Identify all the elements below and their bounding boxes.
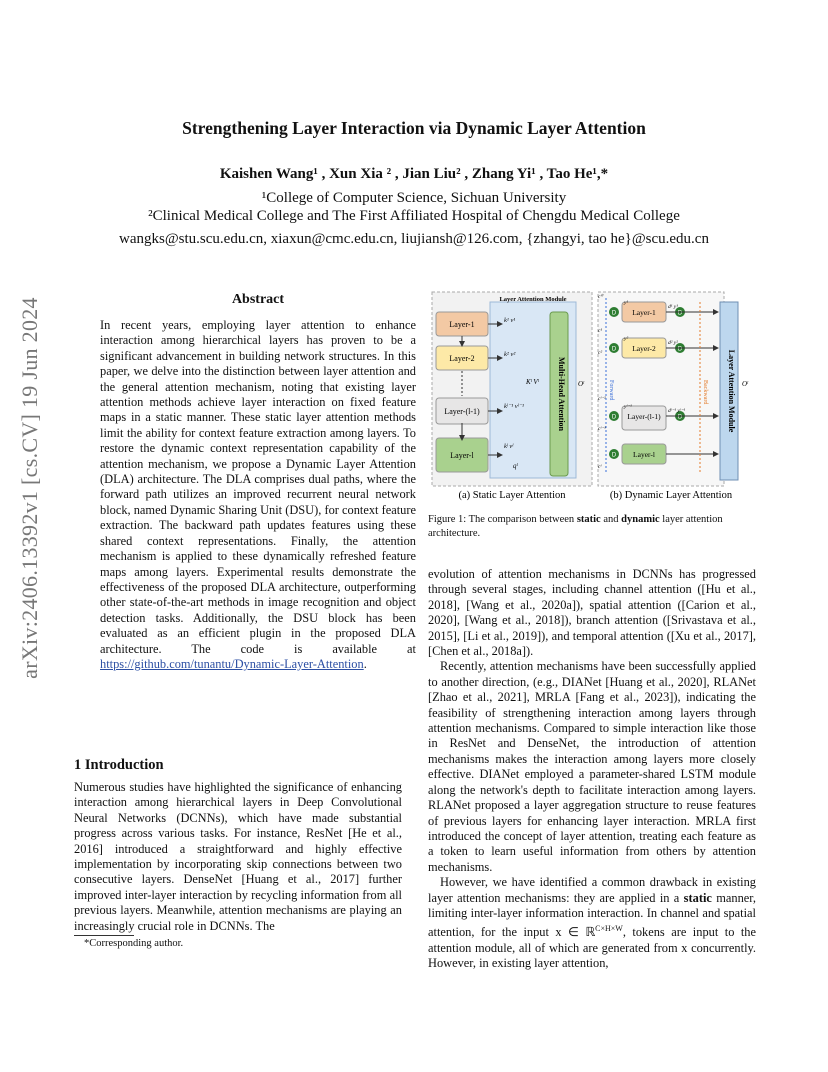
arxiv-id: arXiv:2406.13392v1 [cs.CV] 19 Jun 2024	[17, 297, 42, 679]
figure-b-dval: dˡ⁻¹ yˡ⁻¹	[668, 408, 686, 414]
figure-a-layer-label: Layer-l	[450, 451, 474, 460]
figure-b-dsu-label: D	[611, 346, 617, 353]
svg-text:Backward: Backward	[702, 380, 708, 405]
figure-b-dsu-label: D	[611, 310, 617, 317]
p3-bold: static	[683, 890, 712, 905]
footnote: *Corresponding author.	[84, 938, 184, 949]
figure-a-key: k¹ v¹	[504, 317, 516, 324]
arxiv-stamp	[10, 297, 50, 679]
figure-b-cval: c⁰	[598, 294, 603, 300]
right-paragraph-3	[428, 875, 756, 972]
figure-a-layer-label: Layer-2	[449, 354, 475, 363]
svg-text:Kˡ Vˡ: Kˡ Vˡ	[526, 378, 539, 386]
svg-text:Multi-Head Attention: Multi-Head Attention	[557, 357, 566, 431]
figure-b-dval: d² y²	[668, 340, 678, 346]
paper-authors: Kaishen Wang¹ , Xun Xia ² , Jian Liu² , Zhang Yi¹ , Tao He¹,*	[219, 166, 609, 182]
caption-dynamic: dynamic	[621, 514, 660, 525]
figure-b-dval: d¹ y¹	[668, 304, 678, 310]
figure-b-layer-label: Layer-2	[632, 344, 656, 353]
footnote-rule	[74, 935, 134, 936]
svg-text:Layer Attention Module: Layer Attention Module	[499, 296, 567, 303]
p3-sup: C×H×W	[595, 924, 623, 934]
figure-b-layer-label: Layer-1	[632, 308, 656, 317]
intro-heading: 1 Introduction	[74, 757, 164, 773]
abstract-heading: Abstract	[231, 292, 285, 307]
figure-a-key: kˡ⁻¹ vˡ⁻¹	[504, 403, 524, 410]
p3-a: However, we have identified a common drawback in existing layer attention mechanisms: they are applied in a	[428, 875, 756, 905]
figure-b-yval: y²	[624, 336, 629, 342]
figure-b-dsu-label: D	[677, 346, 683, 353]
figure-b-dsu-label: D	[611, 452, 617, 459]
svg-text:qˡ: qˡ	[513, 462, 518, 470]
figure-b-yval: y¹	[624, 300, 629, 306]
right-column	[428, 567, 756, 972]
svg-text:Oˡ: Oˡ	[742, 380, 749, 388]
figure-a-static	[432, 292, 592, 501]
figure-b-layer-label: Layer-l	[633, 450, 655, 459]
right-paragraph-2: Recently, attention mechanisms have been successfully applied to another direction, (e.g., DIANet [Huang et al., 2020], RLANet [Zhao et al., 2021], MRLA [Fang et al., 2023]), indicating the feasibility of strengthening interaction among layers through attention mechanisms. Compared to simple interaction like those in ResNet and DenseNet, the introduction of attention mechanisms makes the interaction among layers more closely effective. DIANet employed a parameter-shared LSTM module along the network's depth to facilitate interaction among layers. RLANet proposed a layer aggregation structure to reuse features of previous layers for enhancing layer interaction. MRLA first introduced the concept of layer attention, treating each feature as a token to learn useful information from others by attention mechanisms.	[428, 659, 756, 874]
figure-a-layer-label: Layer-(l-1)	[444, 407, 480, 416]
figure-b-cval: cˡ	[598, 464, 602, 470]
figure-b-dynamic	[598, 292, 749, 501]
right-paragraph-1: evolution of attention mechanisms in DCNNs has progressed through several stages, including channel attention ([Hu et al., 2018], [Wang et al., 2020a]), spatial attention ([Carion et al., 2020], [Wang et al., 2018]), branch attention ([Srivastava et al., 2015], [Li et al., 2019]), and temporal attention ([Xu et al., 2017], [Chen et al., 2018a]).	[428, 567, 756, 659]
abstract-end: .	[363, 656, 367, 671]
figure-b-dsu-label: D	[611, 414, 617, 421]
svg-text:Oˡ: Oˡ	[578, 380, 585, 388]
caption-suffix: layer attention architecture.	[428, 514, 723, 539]
figure-b-layer-label: Layer-(l-1)	[627, 412, 661, 421]
affiliation-2: ²Clinical Medical College and The First Affiliated Hospital of Chengdu Medical College	[148, 208, 680, 224]
figure-1	[428, 288, 758, 506]
p3-b: manner, limiting inter-layer information interaction. In channel and spatial attention, for the input x ∈ ℝ	[428, 890, 756, 940]
svg-text:Layer Attention Module: Layer Attention Module	[727, 349, 736, 433]
intro-text: Numerous studies have highlighted the significance of enhancing interaction among hierarchical layers in Deep Convolutional Neural Networks (DCNNs), which have made substantial progress across various tasks. For instance, ResNet [He et al., 2016] introduced a straightforward and highly effective implementation by incorporating skip connections between two consecutive layers. DenseNet [Huang et al., 2017] further improved inter-layer interaction by recycling information from all previous layers. Meanwhile, attention mechanisms are playing an increasingly crucial role in DCNNs. The	[74, 780, 402, 933]
code-link[interactable]: https://github.com/tunantu/Dynamic-Layer-Attention	[100, 656, 364, 671]
figure-b-dsu-label: D	[677, 414, 683, 421]
caption-static: static	[576, 514, 601, 525]
figure-b-cval: c²	[598, 350, 603, 356]
abstract-body	[100, 318, 416, 672]
svg-text:(a) Static Layer Attention: (a) Static Layer Attention	[458, 490, 566, 501]
caption-prefix: Figure 1: The comparison between	[428, 514, 577, 525]
figure-b-yval: yˡ⁻¹	[624, 404, 632, 410]
figure-b-cval: cˡ⁻¹	[598, 426, 606, 432]
figure-a-key: k² v²	[504, 351, 516, 358]
figure-caption	[428, 513, 758, 541]
caption-mid: and	[600, 514, 622, 525]
svg-text:Forward: Forward	[608, 380, 614, 401]
paper-title: Strengthening Layer Interaction via Dynamic Layer Attention	[182, 118, 646, 138]
author-emails: wangks@stu.scu.edu.cn, xiaxun@cmc.edu.cn, liujiansh@126.com, {zhangyi, tao he}@scu.edu.cn	[119, 231, 709, 247]
figure-b-cval: c¹	[598, 328, 603, 334]
svg-text:(b) Dynamic Layer Attention: (b) Dynamic Layer Attention	[609, 490, 733, 501]
intro-body	[74, 780, 402, 934]
p3-c: , tokens are input to the attention module, all of which are generated from x concurrently. However, in existing layer attention,	[428, 925, 756, 971]
figure-a-key: kˡ vˡ	[504, 443, 514, 450]
figure-b-cval: cˡ⁻²	[598, 396, 606, 402]
affiliation-1: ¹College of Computer Science, Sichuan University	[261, 190, 567, 206]
figure-b-dsu-label: D	[677, 310, 683, 317]
abstract-text: In recent years, employing layer attention to enhance interaction among hierarchical layers has proven to be a significant advancement in building network structures. In this paper, we delve into the distinction between layer attention and the general attention mechanism, noting that existing layer attention methods achieve layer interaction on fixed feature maps in a static manner. These static layer attention methods limit the ability for context feature extraction among layers. To restore the dynamic context representation capability of the attention mechanism, we propose a Dynamic Layer Attention (DLA) architecture. The DLA comprises dual paths, where the forward path utilizes an improved recurrent neural network block, named Dynamic Sharing Unit (DSU), for context feature extraction. The backward path updates features using these shared context representations. Finally, the attention mechanism is applied to these dynamically refreshed feature maps among layers. Experimental results demonstrate the effectiveness of the proposed DLA architecture, outperforming other state-of-the-art methods in image recognition and object detection tasks. Additionally, the DSU block has been evaluated as an efficient plugin in the proposed DLA architecture. The code is available at	[100, 318, 416, 656]
figure-a-layer-label: Layer-1	[449, 320, 475, 329]
